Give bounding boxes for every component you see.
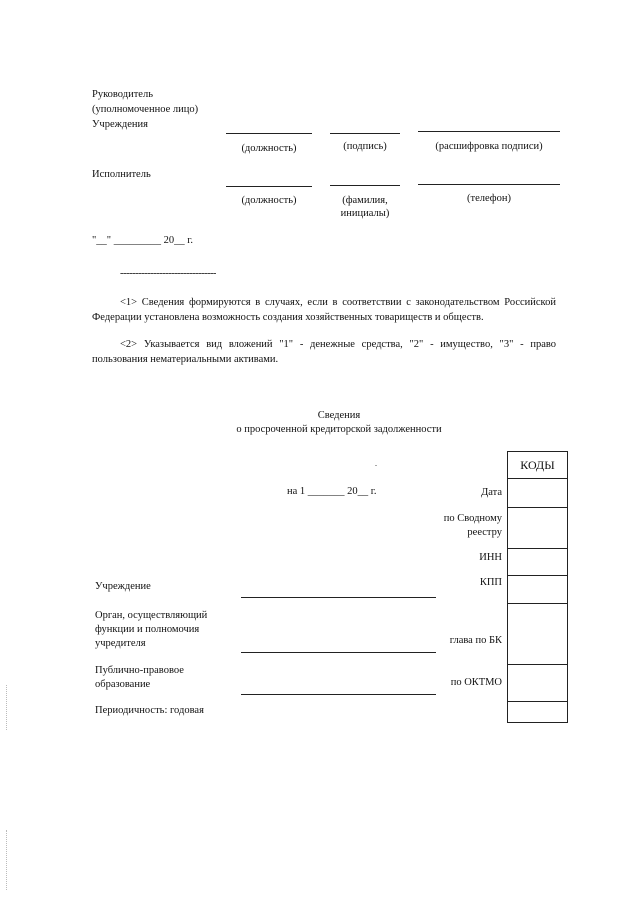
executor-name-caption: (фамилия, инициалы) bbox=[340, 195, 390, 219]
head-signature-caption: (подпись) bbox=[343, 141, 387, 152]
footnote-separator: -------------------------------- bbox=[120, 268, 216, 279]
head-position-line[interactable] bbox=[226, 133, 312, 134]
head-decoding-caption: (расшифровка подписи) bbox=[435, 141, 543, 152]
head-position-caption: (должность) bbox=[241, 143, 297, 154]
code-label-oktmo: по ОКТМО bbox=[450, 677, 502, 688]
field-public-entity-label: Публично-правовое образование bbox=[95, 665, 184, 690]
head-decoding-line[interactable] bbox=[418, 131, 560, 132]
head-label: Руководитель (уполномоченное лицо) Учреждения bbox=[92, 89, 199, 130]
code-cell-budget-chapter[interactable] bbox=[508, 603, 567, 664]
footnote-1: <1> Сведения формируются в случаях, если в соответствии с законодательством Российской Федерации установлена возможность создания хозяйственных товариществ и обществ. bbox=[92, 297, 556, 323]
executor-label: Исполнитель bbox=[92, 169, 151, 180]
code-label-inn: ИНН bbox=[479, 552, 502, 563]
code-label-registry: по Сводному реестру bbox=[443, 513, 502, 538]
scan-mark bbox=[6, 685, 8, 730]
codes-table bbox=[507, 451, 568, 723]
code-cell-date[interactable] bbox=[508, 478, 567, 507]
code-cell-kpp[interactable] bbox=[508, 575, 567, 603]
field-organ-line[interactable] bbox=[241, 652, 436, 653]
code-cell-inn[interactable] bbox=[508, 548, 567, 575]
codes-header: КОДЫ bbox=[520, 458, 555, 472]
code-cell-oktmo[interactable] bbox=[508, 664, 567, 701]
executor-phone-caption: (телефон) bbox=[467, 193, 511, 204]
field-organ-label: Орган, осуществляющий функции и полномочия учредителя bbox=[95, 610, 208, 649]
code-cell-periodicity[interactable] bbox=[508, 701, 567, 722]
footnote-2: <2> Указывается вид вложений "1" - денежные средства, "2" - имущество, "3" - право пользования нематериальными активами. bbox=[92, 339, 556, 365]
code-label-kpp: КПП bbox=[479, 577, 502, 588]
code-label-date: Дата bbox=[481, 487, 502, 498]
field-institution-line[interactable] bbox=[241, 597, 436, 598]
field-periodicity-label: Периодичность: годовая bbox=[95, 705, 204, 716]
executor-phone-line[interactable] bbox=[418, 184, 560, 185]
report-title: Сведения bbox=[317, 410, 361, 421]
field-public-entity-line[interactable] bbox=[241, 694, 436, 695]
head-signature-line[interactable] bbox=[330, 133, 400, 134]
report-subtitle: о просроченной кредиторской задолженности bbox=[236, 424, 442, 435]
code-label-budget-chapter: глава по БК bbox=[449, 635, 502, 646]
code-cell-registry[interactable] bbox=[508, 507, 567, 548]
executor-name-line[interactable] bbox=[330, 185, 400, 186]
executor-position-line[interactable] bbox=[226, 186, 312, 187]
date-line: "__" _________ 20__ г. bbox=[92, 235, 193, 246]
executor-position-caption: (должность) bbox=[241, 195, 297, 206]
scan-mark bbox=[6, 830, 8, 890]
dot-mark: . bbox=[375, 459, 377, 468]
report-date-label: на 1 _______ 20__ г. bbox=[287, 486, 377, 497]
field-institution-label: Учреждение bbox=[95, 581, 151, 592]
